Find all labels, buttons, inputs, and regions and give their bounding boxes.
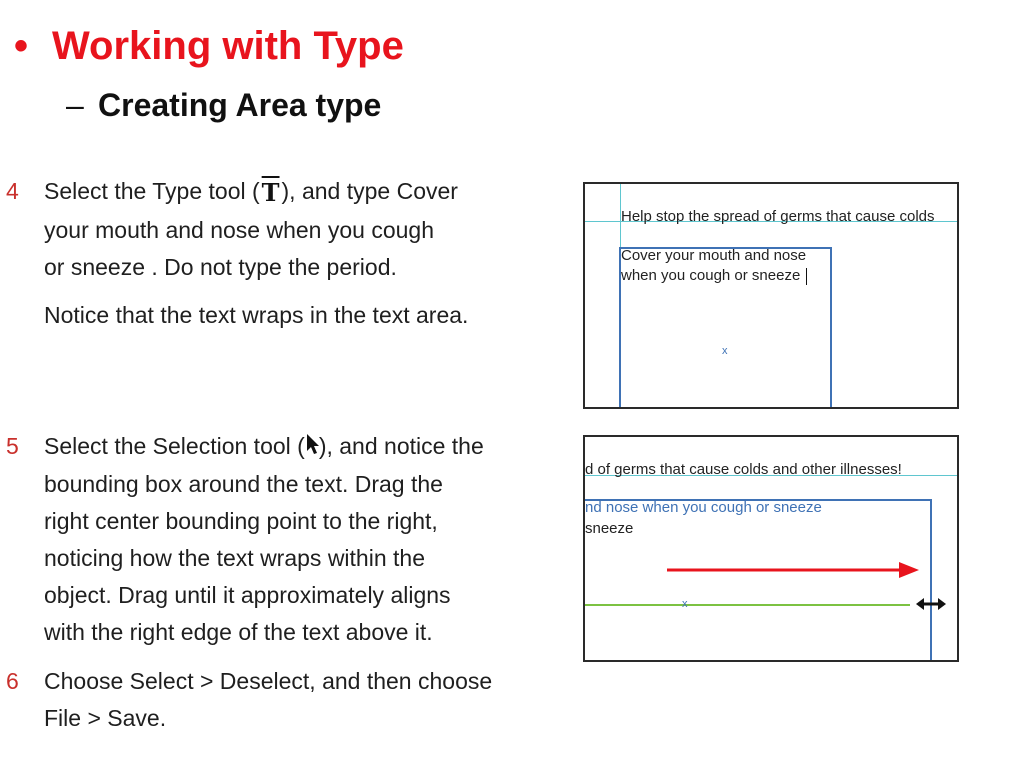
step-4-note: Notice that the text wraps in the text area. bbox=[44, 302, 469, 328]
step-5-line-1a: Select the Selection tool ( bbox=[44, 433, 305, 459]
area-type-line-2: when you cough or sneeze bbox=[621, 267, 801, 284]
step-5-line-5: object. Drag until it approximately aligns bbox=[44, 582, 451, 609]
step-4-line-2: your mouth and nose when you cough bbox=[44, 216, 434, 243]
step-6-text bbox=[44, 663, 492, 737]
step-4-line-1a: Select the Type tool ( bbox=[44, 178, 260, 204]
step-number-4: 4 bbox=[6, 178, 19, 204]
type-tool-icon bbox=[260, 174, 282, 212]
area-type-line-1: Cover your mouth and nose bbox=[621, 247, 807, 264]
type-tool-glyph: $\overline{T}$ bbox=[261, 177, 280, 207]
area-type-line-2: sneeze bbox=[585, 520, 634, 537]
center-point-mark: x bbox=[682, 598, 688, 610]
area-type-line-1: nd nose when you cough or sneeze bbox=[585, 499, 822, 516]
page-title: Working with Type bbox=[52, 24, 404, 68]
center-point-mark: x bbox=[722, 345, 728, 357]
step-6-line-2: File > Save. bbox=[44, 705, 167, 731]
step-5-line-4: noticing how the text wraps within the bbox=[44, 545, 425, 572]
subtitle-dash: – bbox=[66, 87, 84, 123]
text-cursor bbox=[806, 268, 807, 285]
step-number-5: 5 bbox=[6, 433, 19, 459]
selection-tool-icon bbox=[305, 429, 319, 466]
baseline-guide bbox=[585, 604, 910, 606]
step-4-line-3: or sneeze . Do not type the period. bbox=[44, 253, 397, 280]
area-type-frame bbox=[583, 499, 932, 662]
step-4-text bbox=[44, 173, 458, 286]
step-5-line-2: bounding box around the text. Drag the bbox=[44, 471, 443, 498]
step-5-line-1b: ), and notice the bbox=[318, 433, 484, 459]
resize-cursor-icon[interactable] bbox=[916, 597, 946, 611]
page-subtitle: Creating Area type bbox=[98, 87, 382, 123]
figure-area-type-resize bbox=[583, 435, 959, 662]
step-number-6: 6 bbox=[6, 668, 19, 694]
point-type-text: Help stop the spread of germs that cause colds bbox=[621, 208, 935, 225]
step-4-line-1b: ), and type Cover bbox=[281, 178, 458, 204]
step-5-line-3: right center bounding point to the right, bbox=[44, 508, 438, 535]
step-5-text bbox=[44, 428, 484, 651]
step-6-line-1: Choose Select > Deselect, and then choose bbox=[44, 668, 493, 694]
step-5-line-6: with the right edge of the text above it. bbox=[44, 619, 433, 646]
point-type-text: d of germs that cause colds and other illnesses! bbox=[585, 461, 902, 478]
drag-arrow-icon bbox=[667, 561, 922, 579]
figure-area-type-created bbox=[583, 182, 959, 409]
title-bullet: • bbox=[14, 24, 29, 68]
